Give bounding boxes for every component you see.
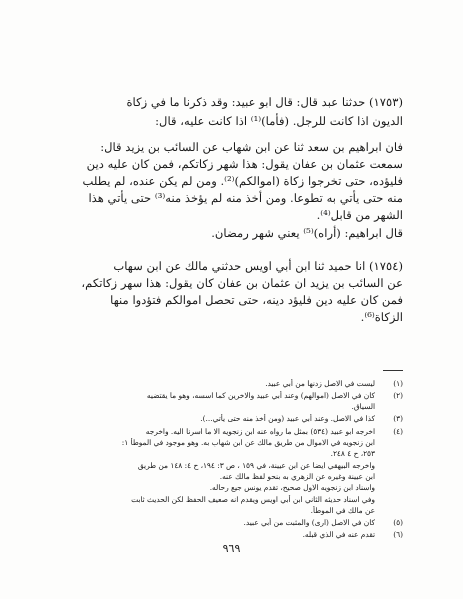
- footnote-text: كذا في الاصل. وعند أبي عبيد (ومن أخذ منه حتى يأتي...).: [200, 414, 375, 423]
- footnote-4-line-3: [60, 449, 403, 459]
- footnote-4: [60, 427, 403, 437]
- footnote-4-line-6: [60, 483, 403, 493]
- paragraph-2-line-5: الشهر من قابل⁽⁴⁾.: [316, 208, 403, 222]
- footnote-text: واخرجه البيهقي ايضا عن ابن عيينة، في ١٥٩ ، ص ٣: ١٩٤، ح ٤: ١٤٨ من طريق: [137, 461, 375, 470]
- footnote-2-continued: [60, 402, 403, 412]
- footnote-text: تقدم عنه في الذي قبله.: [302, 530, 375, 539]
- footnote-number: (٤): [393, 427, 403, 436]
- paragraph-2-line-6: قال ابراهيم: (أراه)⁽⁵⁾ يعني شهر رمضان.: [211, 226, 403, 240]
- footnote-text: السياق.: [351, 402, 375, 411]
- footnote-4-line-5: [60, 472, 403, 482]
- paragraph-1754-line-2: عن السائب بن يزيد ان عثمان بن عفان كان يقول: هذا سهر زكاتكم،: [81, 276, 403, 290]
- footnote-number: (٢): [393, 391, 403, 400]
- footnote-number: (٦): [393, 530, 403, 539]
- footnote-text: كان في الاصل (اموالهم) وعند أبي عبيد والاخرين كما اسسه، وهو ما يقتضيه: [146, 391, 375, 400]
- footnote-text: واسناد ابن زنجويه الاول صحيح، تقدم يونس جيع رحاله.: [209, 483, 375, 492]
- paragraph-1754-line-4: الزكاة⁽⁶⁾.: [360, 310, 403, 324]
- footnote-4-line-7: [60, 495, 403, 505]
- footnote-4-line-8: [60, 506, 403, 516]
- footnote-5: [60, 518, 403, 528]
- footnote-1: [60, 379, 403, 389]
- paragraph-2-line-4: منه حتى يأتي به تطوعا. ومن أخذ منه لم يؤخذ منه⁽³⁾ حتى يأتي هذا: [88, 191, 403, 205]
- paragraph-2-line-2: سمعت عثمان بن عفان يقول: هذا شهر زكاتكم، فمن كان عليه دين: [86, 157, 403, 171]
- footnote-text: كان في الاصل (ارى) والمثبت من أبي عبيد.: [243, 518, 375, 527]
- footnote-2: [60, 391, 403, 401]
- footnote-number: (١): [393, 379, 403, 388]
- footnote-text: ابن عيينة وغيره عن الزهري به بنحو لفظ مالك عنه.: [219, 472, 375, 481]
- footnote-separator: [383, 370, 403, 371]
- footnote-text: عن مالك في الموطأ.: [310, 506, 375, 515]
- paragraph-2-line-1: فان ابراهيم بن سعد ثنا عن ابن شهاب عن السائب بن يزيد قال:: [100, 140, 403, 154]
- footnote-number: (٥): [393, 518, 403, 527]
- footnote-4-line-4: [60, 461, 403, 471]
- page-number: ٩٦٩: [222, 542, 241, 555]
- footnote-text: ابن زنجويه في الاموال من طريق مالك عن ابن شهاب به. وهو موجود في الموطأ ١:: [121, 438, 375, 447]
- paragraph-1753-line-2: الديون اذا كانت للرجل. (فأما)⁽¹⁾ اذا كانت عليه، قال:: [155, 114, 403, 128]
- footnote-text: ليست في الاصل زدنها من أبي عبيد.: [265, 379, 375, 388]
- paragraph-2-line-3: فليؤده، حتى تخرجوا زكاة (اموالكم)⁽²⁾. ومن لم يكن عنده، لم يطلب: [82, 174, 403, 188]
- footnote-6: [60, 530, 403, 540]
- paragraph-1754-line-1: (١٧٥٤) انا حميد ثنا ابن أبي اويس حدثني مالك عن ابن سهاب: [113, 259, 403, 273]
- footnote-4-line-2: [60, 438, 403, 448]
- paragraph-1753-line-1: (١٧٥٣) حدثنا عبد قال: قال ابو عبيد: وقد ذكرنا ما في زكاة: [126, 95, 403, 109]
- footnote-number: (٣): [393, 414, 403, 423]
- paragraph-1754-line-3: فمن كان عليه دين فليؤد دينه، حتى تحصل اموالكم فتؤدوا منها: [110, 293, 403, 307]
- footnote-text: ٢٥٣، ح ٤ ٢٤٨.: [330, 449, 375, 458]
- footnote-3: [60, 414, 403, 424]
- footnote-text: اخرجه ابو عبيد (٥٣٤) بمثل ما رواه عنه ابن زنجويه الا ما اسرنا اليه. واخرجه: [145, 427, 375, 436]
- footnote-text: وفي اسناد حديثه الثاني ابن أبي اويس ويقدم انه صعيف الحفظ لكن الحديث ثابت: [131, 495, 375, 504]
